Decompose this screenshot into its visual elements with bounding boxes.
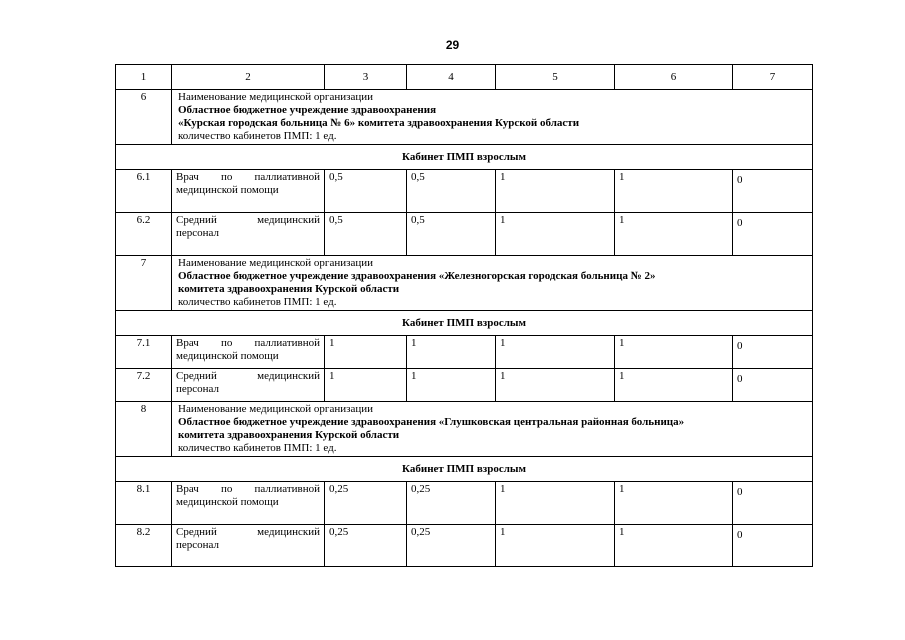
column-header: 5 [496,65,615,90]
value-cell: 0,25 [407,482,496,525]
value-cell: 1 [615,369,733,402]
organization-number: 7 [116,256,172,311]
position-name-line: Врач по паллиативной [176,483,320,495]
column-number-row [116,65,813,90]
section-title: Кабинет ПМП взрослым [116,311,813,336]
staffing-table [115,64,813,567]
value-cell: 0,5 [325,170,407,213]
row-number: 7.1 [116,336,172,369]
row-number: 7.2 [116,369,172,402]
section-row [116,311,813,336]
organization-line: комитета здравоохранения Курской области [178,283,400,295]
organization-line: количество кабинетов ПМП: 1 ед. [178,130,337,142]
value-cell: 1 [496,369,615,402]
value-cell: 1 [496,336,615,369]
value-cell: 0,25 [325,525,407,567]
organization-line: Наименование медицинской организации [178,91,373,103]
page-number: 29 [445,38,460,52]
organization-line: количество кабинетов ПМП: 1 ед. [178,442,337,454]
value-cell: 0 [733,369,813,402]
position-name [172,336,325,369]
organization-line: «Курская городская больница № 6» комитета здравоохранения Курской области [178,117,580,129]
position-name [172,369,325,402]
value-cell: 0,5 [325,213,407,256]
value-cell: 0 [733,482,813,525]
position-name-line: Средний медицинский [176,526,320,538]
row-number: 6.2 [116,213,172,256]
column-header: 1 [116,65,172,90]
value-cell: 1 [325,369,407,402]
position-name-line: Средний медицинский [176,370,320,382]
section-title: Кабинет ПМП взрослым [116,457,813,482]
position-name-line: Врач по паллиативной [176,337,320,349]
position-name [172,170,325,213]
column-header: 6 [615,65,733,90]
value-cell: 1 [496,170,615,213]
organization-line: Областное бюджетное учреждение здравоохранения [178,104,437,116]
value-cell: 0,5 [407,170,496,213]
organization-description [172,402,813,457]
organization-number: 8 [116,402,172,457]
value-cell: 1 [407,336,496,369]
section-title: Кабинет ПМП взрослым [116,145,813,170]
organization-row [116,90,813,145]
position-name-line: персонал [176,539,220,551]
organization-number: 6 [116,90,172,145]
section-row [116,145,813,170]
position-name-line: персонал [176,383,220,395]
column-header: 2 [172,65,325,90]
organization-line: Областное бюджетное учреждение здравоохранения «Железногорская городская больница № 2» [178,270,656,282]
value-cell: 1 [496,482,615,525]
table-row [116,213,813,256]
value-cell: 0,25 [325,482,407,525]
row-number: 6.1 [116,170,172,213]
table-row [116,170,813,213]
column-header: 7 [733,65,813,90]
value-cell: 1 [615,525,733,567]
table-row [116,369,813,402]
table-row [116,482,813,525]
section-row [116,457,813,482]
row-number: 8.1 [116,482,172,525]
value-cell: 0,25 [407,525,496,567]
value-cell: 1 [496,213,615,256]
organization-row [116,256,813,311]
organization-description [172,256,813,311]
table-row [116,336,813,369]
value-cell: 0 [733,336,813,369]
value-cell: 0 [733,213,813,256]
position-name-line: медицинской помощи [176,496,279,508]
value-cell: 1 [615,482,733,525]
position-name [172,213,325,256]
position-name-line: персонал [176,227,220,239]
value-cell: 1 [325,336,407,369]
value-cell: 0 [733,525,813,567]
value-cell: 0 [733,170,813,213]
column-header: 3 [325,65,407,90]
organization-line: Наименование медицинской организации [178,257,373,269]
position-name [172,525,325,567]
position-name-line: медицинской помощи [176,184,279,196]
position-name-line: медицинской помощи [176,350,279,362]
position-name-line: Врач по паллиативной [176,171,320,183]
value-cell: 1 [407,369,496,402]
column-header: 4 [407,65,496,90]
value-cell: 1 [615,170,733,213]
value-cell: 0,5 [407,213,496,256]
organization-line: Областное бюджетное учреждение здравоохранения «Глушковская центральная районная больница» [178,416,685,428]
value-cell: 1 [496,525,615,567]
position-name [172,482,325,525]
organization-row [116,402,813,457]
table-row [116,525,813,567]
value-cell: 1 [615,336,733,369]
row-number: 8.2 [116,525,172,567]
organization-line: количество кабинетов ПМП: 1 ед. [178,296,337,308]
organization-description [172,90,813,145]
organization-line: комитета здравоохранения Курской области [178,429,400,441]
position-name-line: Средний медицинский [176,214,320,226]
value-cell: 1 [615,213,733,256]
organization-line: Наименование медицинской организации [178,403,373,415]
